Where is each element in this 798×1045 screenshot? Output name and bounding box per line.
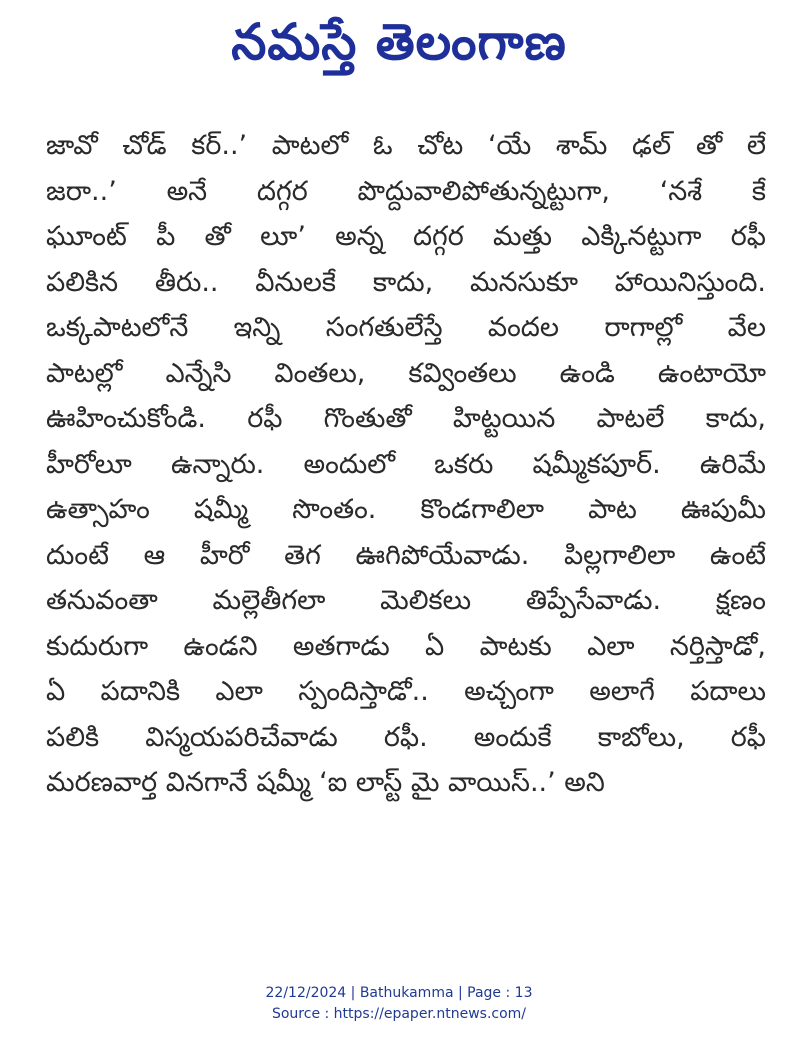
article-line: హీరోలూ ఉన్నారు. అందులో ఒకరు షమ్మీకపూర్. ఉరిమే xyxy=(46,448,766,480)
article-line: జావో చోడ్ కర్..’ పాటలో ఓ చోట ‘యే శామ్ ఢల్ తో లే xyxy=(46,130,766,161)
newspaper-masthead-logo: నమస్తే తెలంగాణ xyxy=(231,13,567,71)
footer-source: Source : https://epaper.ntnews.com/ xyxy=(271,1006,527,1022)
article-body xyxy=(46,123,766,806)
footer-date-page: 22/12/2024 | Bathukamma | Page : 13 xyxy=(265,985,533,1001)
article-line: పలికిన తీరు.. వీనులకే కాదు, మనసుకూ హాయినిస్తుంది. xyxy=(46,266,766,298)
article-line: కుదురుగా ఉండని అతగాడు ఏ పాటకు ఎలా నర్తిస్తాడో, xyxy=(46,630,766,662)
article-line: ఉత్సాహం షమ్మీ సొంతం. కొండగాలిలా పాట ఊపుమీ xyxy=(46,494,766,525)
article-line: ఘూంట్ పీ తో లూ’ అన్న దగ్గర మత్తు ఎక్కినట్టుగా రఫీ xyxy=(46,221,766,252)
article-line: ఏ పదానికి ఎలా స్పందిస్తాడో.. అచ్చంగా అలాగే పదాలు xyxy=(46,676,766,707)
article-line: పాటల్లో ఎన్నేసి వింతలు, కవ్వింతలు ఉండి ఉంటాయో xyxy=(46,357,766,389)
article-line: ఒక్కపాటలోనే ఇన్ని సంగతులేస్తే వందల రాగాల్లో వేల xyxy=(46,312,766,343)
article-line: పలికి విస్మయపరిచేవాడు రఫీ. అందుకే కాబోలు, రఫీ xyxy=(46,721,766,753)
article-line: మరణవార్త వినగానే షమ్మీ ‘ఐ లాస్ట్ మై వాయిస్..’ అని xyxy=(46,767,605,798)
article-line: జరా..’ అనే దగ్గర పొద్దువాలిపోతున్నట్టుగా, ‘నశే కే xyxy=(46,175,766,207)
article-line: దుంటే ఆ హీరో తెగ ఊగిపోయేవాడు. పిల్లగాలిలా ఉంటే xyxy=(46,539,766,571)
article-line: ఊహించుకోండి. రఫీ గొంతుతో హిట్టయిన పాటలే కాదు, xyxy=(46,403,766,434)
article-line: తనువంతా మల్లెతీగలా మెలికలు తిప్పేసేవాడు. క్షణం xyxy=(46,585,766,616)
